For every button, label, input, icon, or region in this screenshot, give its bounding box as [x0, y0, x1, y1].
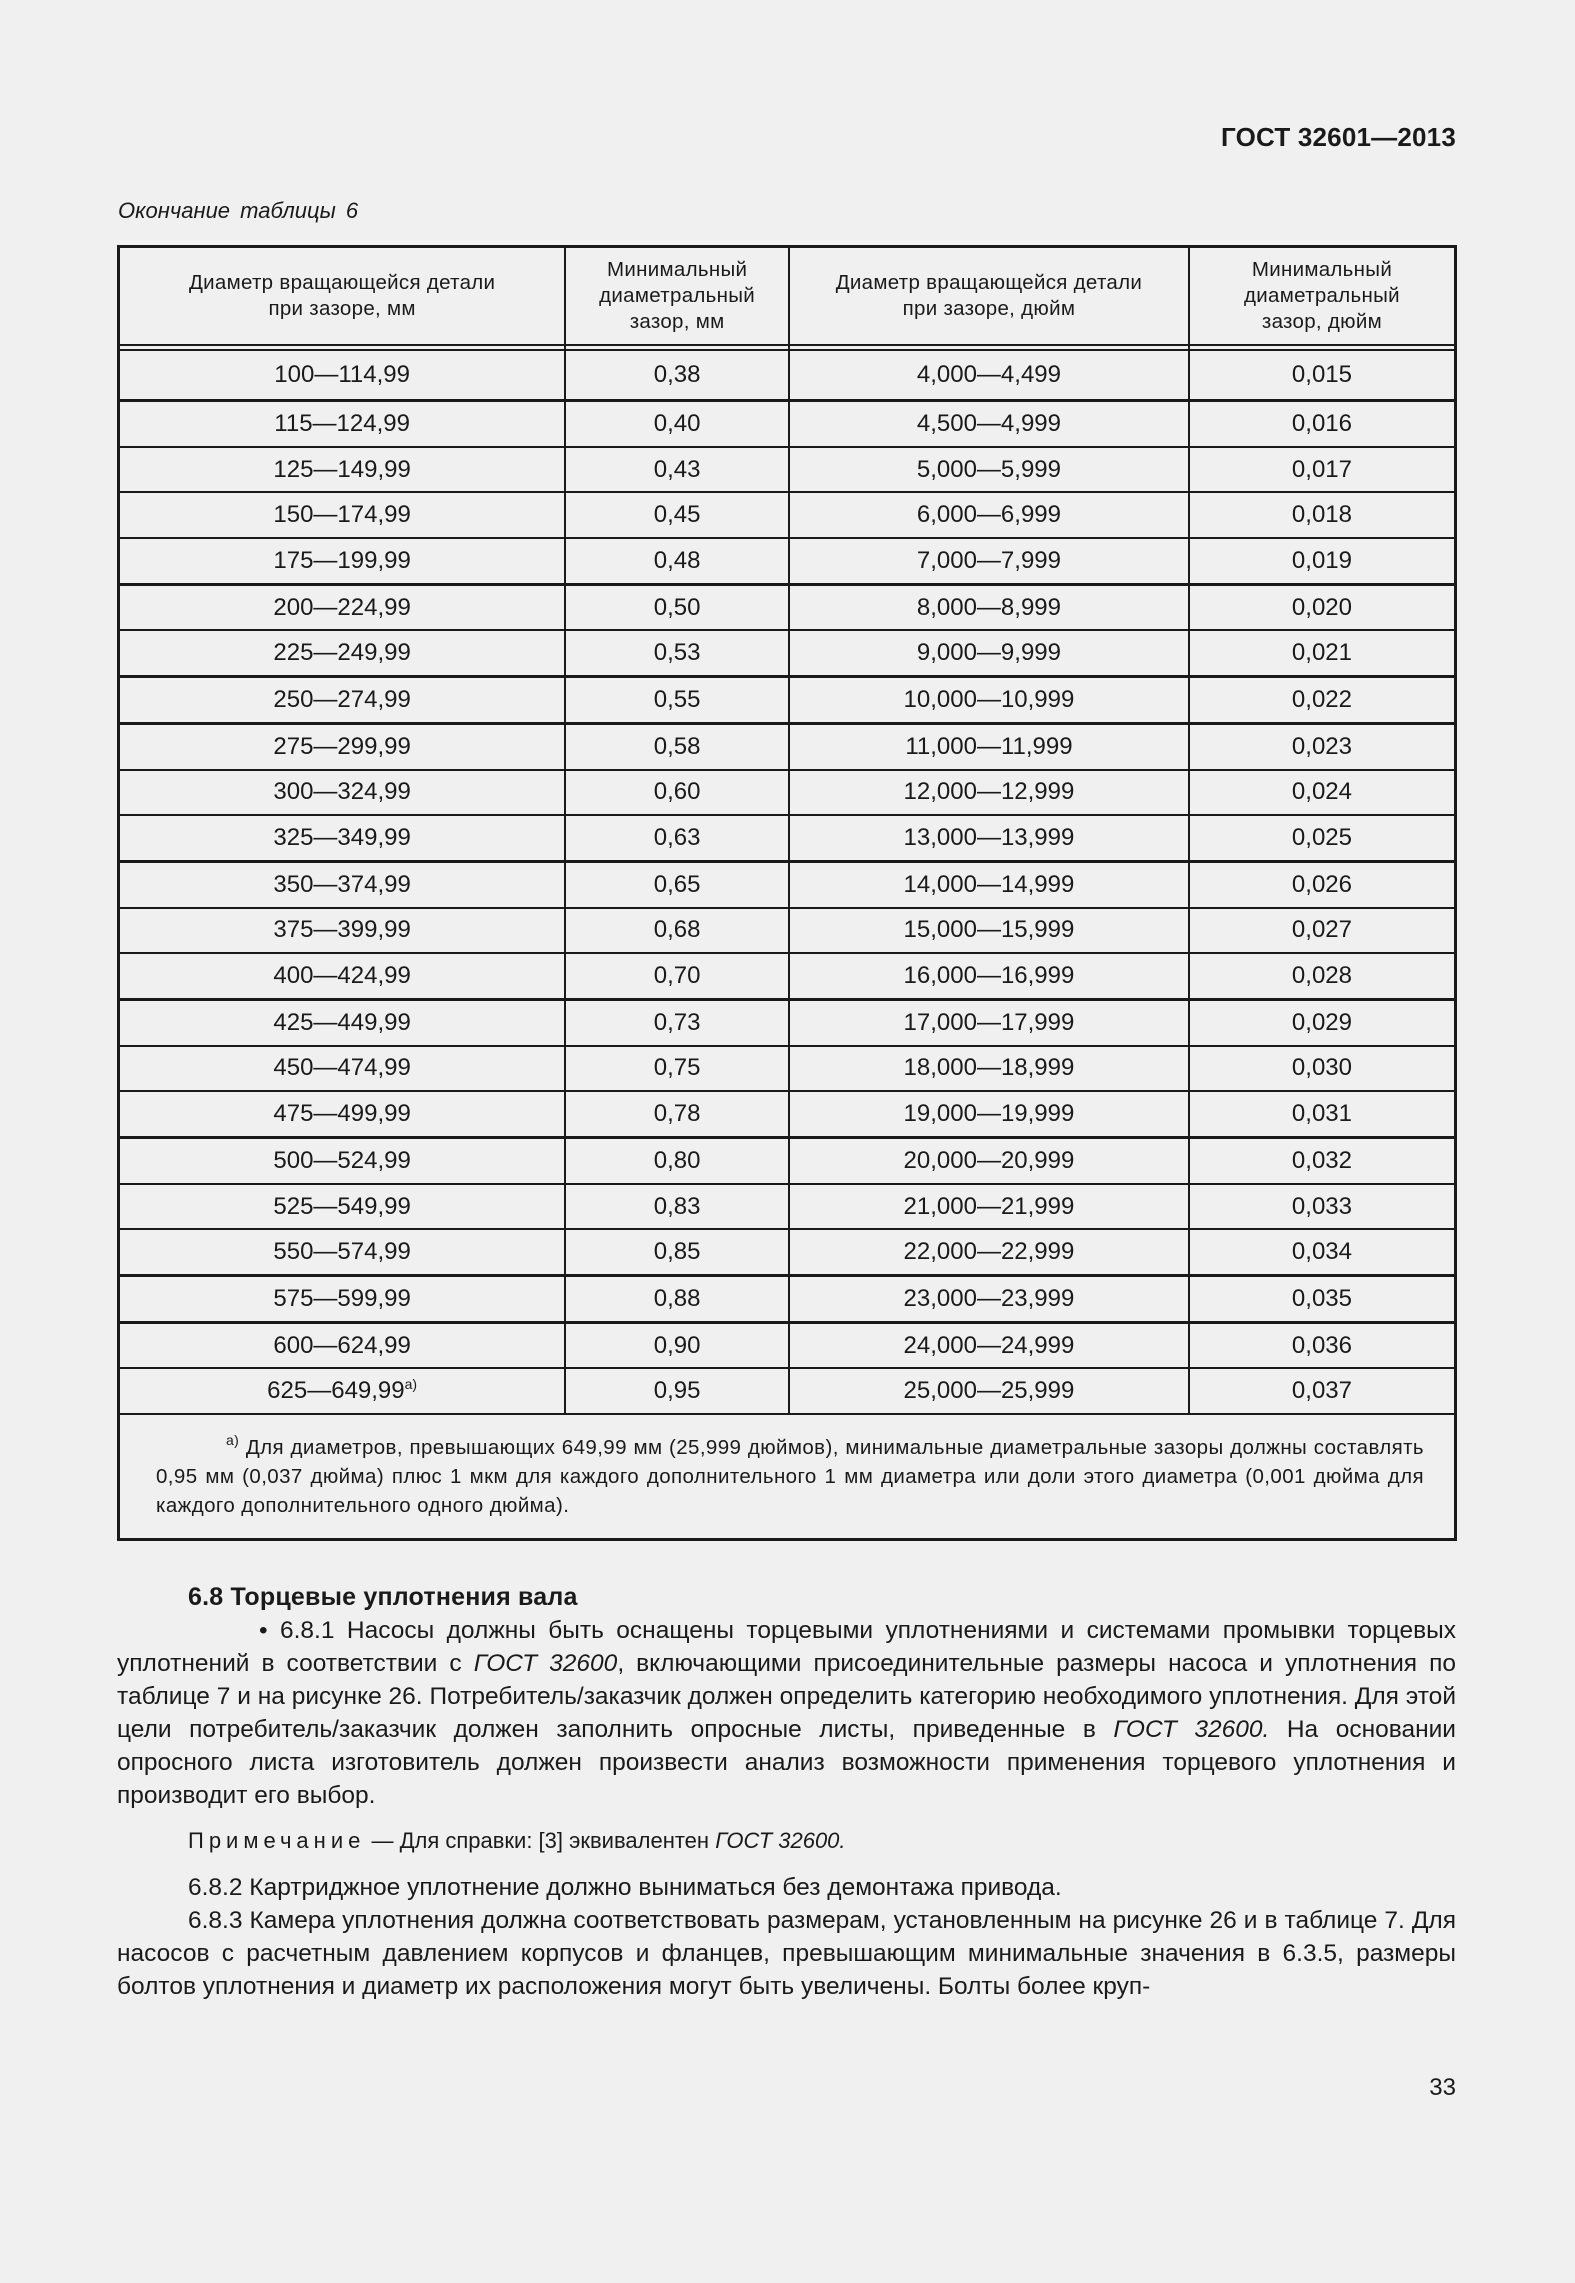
cell-value: 13,000—13,999 [903, 824, 1075, 852]
cell-clearance-mm [565, 1046, 789, 1092]
cell-clearance-mm [565, 770, 789, 816]
cell-diameter-inch [789, 677, 1189, 724]
header-line: при зазоре, мм [268, 297, 416, 320]
cell-value: 425—449,99 [273, 1008, 411, 1036]
cell-value: 0,95 [653, 1377, 701, 1405]
cell-diameter-inch [789, 1046, 1189, 1092]
cell-diameter-inch [789, 999, 1189, 1045]
cell-value: 4,000—4,499 [916, 361, 1061, 388]
cell-value: 0,38 [653, 361, 701, 388]
page-number: 33 [1429, 2074, 1456, 2101]
cell-value: 19,000—19,999 [903, 1100, 1075, 1128]
cell-clearance-inch [1189, 401, 1456, 447]
cell-clearance-mm [565, 401, 789, 447]
cell-value: 0,015 [1291, 361, 1352, 388]
column-header-diameter-mm [119, 247, 566, 346]
cell-value: 0,017 [1291, 455, 1352, 483]
cell-value: 275—299,99 [273, 732, 411, 760]
cell-diameter-inch [789, 1184, 1189, 1230]
cell-clearance-mm [565, 538, 789, 584]
standard-reference: ГОСТ 32600 [473, 1650, 618, 1677]
note-text: Для справки: [3] эквивалентен [399, 1828, 716, 1853]
section-heading: 6.8 Торцевые уплотнения вала [188, 1583, 578, 1611]
footnote-text [156, 1433, 1424, 1520]
cell-value: 300—324,99 [273, 778, 411, 806]
cell-clearance-inch [1189, 630, 1456, 676]
cell-clearance-mm [565, 677, 789, 724]
text-run: 6.8.1 Насосы должны быть оснащены торцевыми уплотнениями и системами промывки торцевых уплотнений в соответствии с [117, 1617, 1456, 1677]
cell-value: 525—549,99 [273, 1192, 411, 1220]
cell-clearance-inch [1189, 1322, 1456, 1368]
cell-clearance-mm [565, 1322, 789, 1368]
table-row [119, 677, 1456, 724]
cell-value: 0,50 [653, 593, 701, 621]
table-row [119, 584, 1456, 630]
cell-clearance-mm [565, 447, 789, 493]
cell-value: 0,40 [653, 409, 701, 437]
cell-value: 0,019 [1291, 546, 1352, 574]
cell-clearance-mm [565, 584, 789, 630]
cell-value: 0,90 [653, 1331, 701, 1359]
cell-value: 16,000—16,999 [903, 962, 1075, 990]
cell-clearance-inch [1189, 538, 1456, 584]
header-line: Минимальный [606, 258, 748, 281]
cell-diameter-inch [789, 1138, 1189, 1184]
cell-value: 550—574,99 [273, 1238, 411, 1266]
cell-diameter-inch [789, 770, 1189, 816]
cell-value: 5,000—5,999 [916, 455, 1061, 483]
cell-value: 12,000—12,999 [903, 778, 1075, 806]
table-row [119, 447, 1456, 493]
cell-clearance-inch [1189, 1276, 1456, 1323]
cell-clearance-inch [1189, 1046, 1456, 1092]
cell-clearance-inch [1189, 447, 1456, 493]
table-row [119, 815, 1456, 861]
cell-value: 115—124,99 [274, 409, 410, 437]
cell-diameter-inch [789, 953, 1189, 999]
cell-value: 0,80 [653, 1146, 701, 1174]
cell-value: 0,024 [1291, 778, 1352, 806]
cell-value: 0,88 [653, 1284, 701, 1312]
cell-diameter-inch [789, 861, 1189, 907]
cell-value: 0,035 [1291, 1284, 1352, 1312]
column-header-clearance-inch [1189, 247, 1456, 346]
footnote-body: Для диаметров, превышающих 649,99 мм (25,999 дюймов), минимальные диаметральные зазоры должны составлять 0,95 мм (0,037 дюйма) плюс 1 мкм для каждого дополнительного 1 мм диаметра или доли этого диаметра (0,001 дюйма для каждого дополнительного одного дюйма). [156, 1436, 1424, 1518]
table-row [119, 1229, 1456, 1275]
cell-clearance-mm [565, 1368, 789, 1414]
cell-value: 325—349,99 [273, 824, 411, 852]
cell-clearance-inch [1189, 677, 1456, 724]
cell-diameter-mm [119, 1091, 566, 1137]
cell-clearance-inch [1189, 1138, 1456, 1184]
table-row [119, 1138, 1456, 1184]
cell-value: 575—599,99 [273, 1284, 411, 1312]
cell-value: 15,000—15,999 [903, 916, 1075, 944]
cell-value: 350—374,99 [273, 870, 411, 898]
cell-value: 17,000—17,999 [903, 1008, 1075, 1036]
table-row [119, 1184, 1456, 1230]
cell-value: 0,43 [653, 455, 701, 483]
cell-value: 20,000—20,999 [903, 1146, 1075, 1174]
cell-clearance-inch [1189, 815, 1456, 861]
header-line: диаметральный [1244, 284, 1400, 307]
cell-clearance-inch [1189, 723, 1456, 769]
table-header-row [119, 247, 1456, 346]
table-row [119, 1322, 1456, 1368]
cell-value: 0,018 [1291, 501, 1352, 529]
cell-value: 0,029 [1291, 1008, 1352, 1036]
cell-value: 21,000—21,999 [903, 1192, 1075, 1220]
cell-value: 0,45 [653, 501, 701, 529]
cell-value: 0,48 [653, 546, 701, 574]
cell-clearance-inch [1189, 861, 1456, 907]
cell-clearance-inch [1189, 584, 1456, 630]
cell-value: 0,65 [653, 870, 701, 898]
cell-clearance-mm [565, 630, 789, 676]
text-run: На основании опросного листа изготовитель должен произвести анализ возможности применения торцевого уплотнения и производит его выбор. [117, 1716, 1456, 1809]
footnote-mark: a) [404, 1376, 418, 1393]
cell-diameter-mm [119, 677, 566, 724]
cell-value: 8,000—8,999 [916, 593, 1061, 621]
cell-value: 200—224,99 [273, 593, 411, 621]
cell-diameter-mm [119, 908, 566, 954]
cell-value: 0,025 [1291, 824, 1352, 852]
cell-value: 0,031 [1291, 1100, 1352, 1128]
cell-diameter-inch [789, 630, 1189, 676]
table-row [119, 492, 1456, 538]
paragraph-6-8-3: 6.8.3 Камера уплотнения должна соответствовать размерам, установленным на рисунке 26 и в таблице 7. Для насосов с расчетным давлением корпусов и фланцев, превышающим минимальные значения в 6.3.5, размеры болтов уплотнения и диаметр их расположения могут быть увеличены. Болты более круп- [117, 1907, 1456, 2000]
table-row [119, 861, 1456, 907]
cell-value: 11,000—11,999 [905, 732, 1073, 760]
table-row [119, 953, 1456, 999]
cell-value: 175—199,99 [273, 546, 411, 574]
cell-value: 500—524,99 [273, 1146, 411, 1174]
cell-value: 0,63 [653, 824, 701, 852]
cell-value: 0,032 [1291, 1146, 1352, 1174]
bullet-icon: • [259, 1617, 268, 1644]
cell-value: 18,000—18,999 [903, 1054, 1075, 1082]
header-line: Диаметр вращающейся детали [835, 271, 1143, 294]
footnote-row [119, 1414, 1456, 1540]
paragraph-6-8-2: 6.8.2 Картриджное уплотнение должно выниматься без демонтажа привода. [188, 1874, 1062, 1901]
cell-clearance-inch [1189, 770, 1456, 816]
table-row [119, 630, 1456, 676]
cell-value: 9,000—9,999 [916, 639, 1061, 667]
cell-diameter-inch [789, 1276, 1189, 1323]
table-row [119, 908, 1456, 954]
cell-value: 6,000—6,999 [916, 501, 1061, 529]
cell-value: 100—114,99 [274, 361, 410, 388]
standard-reference: ГОСТ 32600. [1113, 1716, 1270, 1743]
cell-value: 625—649,99 [267, 1377, 405, 1405]
cell-diameter-mm [119, 630, 566, 676]
cell-clearance-inch [1189, 1229, 1456, 1275]
cell-diameter-mm [119, 1046, 566, 1092]
table-row [119, 1046, 1456, 1092]
section-6-8 [117, 1581, 1456, 2003]
cell-diameter-inch [789, 723, 1189, 769]
cell-value: 14,000—14,999 [903, 870, 1075, 898]
note-label: Примечание [188, 1828, 366, 1853]
cell-value: 0,60 [653, 778, 701, 806]
table-row [119, 1276, 1456, 1323]
cell-value: 0,78 [653, 1100, 701, 1128]
cell-diameter-mm [119, 447, 566, 493]
table-row [119, 538, 1456, 584]
table-body [119, 350, 1456, 1414]
cell-diameter-inch [789, 584, 1189, 630]
table-row [119, 401, 1456, 447]
cell-value: 24,000—24,999 [903, 1331, 1075, 1359]
cell-diameter-mm [119, 999, 566, 1045]
cell-diameter-mm [119, 1276, 566, 1323]
cell-value: 0,83 [653, 1192, 701, 1220]
cell-value: 0,58 [653, 732, 701, 760]
header-line: зазор, мм [629, 310, 725, 333]
cell-value: 23,000—23,999 [903, 1284, 1075, 1312]
cell-value: 0,030 [1291, 1054, 1352, 1082]
cell-clearance-inch [1189, 350, 1456, 401]
cell-value: 0,033 [1291, 1192, 1352, 1220]
cell-diameter-mm [119, 1322, 566, 1368]
cell-value: 0,022 [1291, 685, 1352, 713]
column-header-clearance-mm [565, 247, 789, 346]
cell-diameter-inch [789, 1322, 1189, 1368]
header-line: диаметральный [599, 284, 756, 307]
cell-value: 375—399,99 [273, 916, 411, 944]
cell-value: 0,55 [653, 685, 701, 713]
cell-diameter-inch [789, 492, 1189, 538]
cell-clearance-mm [565, 1138, 789, 1184]
cell-clearance-inch [1189, 999, 1456, 1045]
cell-diameter-mm [119, 350, 566, 401]
cell-value: 0,75 [653, 1054, 701, 1082]
cell-value: 0,026 [1291, 870, 1352, 898]
cell-diameter-mm [119, 492, 566, 538]
cell-clearance-inch [1189, 908, 1456, 954]
cell-clearance-mm [565, 953, 789, 999]
cell-value: 0,027 [1291, 916, 1352, 944]
cell-diameter-inch [789, 401, 1189, 447]
cell-diameter-inch [789, 908, 1189, 954]
header-line: при зазоре, дюйм [902, 297, 1076, 320]
cell-diameter-mm [119, 401, 566, 447]
table-row [119, 1368, 1456, 1414]
cell-value: 0,70 [653, 962, 701, 990]
cell-diameter-mm [119, 1368, 566, 1414]
cell-value: 225—249,99 [273, 639, 411, 667]
cell-diameter-mm [119, 723, 566, 769]
cell-clearance-mm [565, 908, 789, 954]
table-row [119, 770, 1456, 816]
cell-value: 400—424,99 [273, 962, 411, 990]
cell-clearance-inch [1189, 1368, 1456, 1414]
cell-diameter-inch [789, 1368, 1189, 1414]
cell-value: 0,020 [1291, 593, 1352, 621]
cell-value: 0,73 [653, 1008, 701, 1036]
cell-diameter-inch [789, 815, 1189, 861]
cell-clearance-inch [1189, 1184, 1456, 1230]
cell-clearance-mm [565, 999, 789, 1045]
cell-value: 10,000—10,999 [903, 685, 1075, 713]
cell-value: 25,000—25,999 [903, 1377, 1075, 1405]
cell-value: 0,68 [653, 916, 701, 944]
cell-value: 0,034 [1291, 1238, 1352, 1266]
header-line: Диаметр вращающейся детали [188, 271, 496, 294]
cell-clearance-mm [565, 1229, 789, 1275]
table-footnote [119, 1414, 1456, 1540]
cell-value: 250—274,99 [273, 685, 411, 713]
cell-clearance-mm [565, 815, 789, 861]
cell-diameter-inch [789, 1091, 1189, 1137]
cell-value: 450—474,99 [273, 1054, 411, 1082]
cell-value: 0,53 [653, 639, 701, 667]
cell-diameter-mm [119, 1229, 566, 1275]
cell-diameter-inch [789, 350, 1189, 401]
cell-value: 22,000—22,999 [903, 1238, 1075, 1266]
cell-clearance-inch [1189, 953, 1456, 999]
cell-clearance-mm [565, 1184, 789, 1230]
cell-clearance-mm [565, 723, 789, 769]
note-dash: — [365, 1828, 400, 1853]
cell-value: 125—149,99 [273, 455, 411, 483]
cell-value: 0,85 [653, 1238, 701, 1266]
cell-diameter-mm [119, 953, 566, 999]
cell-value: 0,023 [1291, 732, 1352, 760]
cell-value: 0,016 [1291, 409, 1352, 437]
table-caption: Окончание таблицы 6 [118, 198, 359, 223]
cell-clearance-inch [1189, 1091, 1456, 1137]
cell-clearance-mm [565, 861, 789, 907]
table-row [119, 999, 1456, 1045]
cell-diameter-inch [789, 1229, 1189, 1275]
cell-clearance-inch [1189, 492, 1456, 538]
cell-value: 0,028 [1291, 962, 1352, 990]
note [117, 1824, 1456, 1857]
cell-value: 0,036 [1291, 1331, 1352, 1359]
footnote-mark: a) [226, 1432, 240, 1449]
clearance-table [117, 245, 1457, 1541]
cell-clearance-mm [565, 1091, 789, 1137]
cell-diameter-mm [119, 1138, 566, 1184]
cell-diameter-mm [119, 770, 566, 816]
cell-diameter-inch [789, 447, 1189, 493]
cell-value: 150—174,99 [273, 501, 411, 529]
cell-value: 0,021 [1291, 639, 1352, 667]
paragraph-6-8-1 [117, 1614, 1456, 1812]
cell-value: 4,500—4,999 [916, 409, 1061, 437]
cell-diameter-mm [119, 815, 566, 861]
cell-diameter-inch [789, 538, 1189, 584]
cell-diameter-mm [119, 538, 566, 584]
document-id-header: ГОСТ 32601—2013 [1221, 122, 1456, 152]
cell-diameter-mm [119, 861, 566, 907]
cell-value: 0,037 [1291, 1377, 1352, 1405]
table-row [119, 350, 1456, 401]
column-header-diameter-inch [789, 247, 1189, 346]
cell-clearance-mm [565, 1276, 789, 1323]
table-row [119, 723, 1456, 769]
standard-reference: ГОСТ 32600. [715, 1828, 846, 1853]
cell-clearance-mm [565, 492, 789, 538]
header-line: зазор, дюйм [1261, 310, 1383, 333]
text-run: , включающими присоединительные размеры насоса и уплотнения по таблице 7 и на рисунке 26. Потребитель/заказчик должен определить категорию необходимого уплотнения. Для этой цели потребитель/заказчик должен заполнить опросные листы, приведенные в [117, 1650, 1457, 1743]
cell-value: 600—624,99 [273, 1331, 411, 1359]
cell-diameter-mm [119, 1184, 566, 1230]
cell-clearance-mm [565, 350, 789, 401]
cell-diameter-mm [119, 584, 566, 630]
table-row [119, 1091, 1456, 1137]
cell-value: 7,000—7,999 [916, 546, 1061, 574]
cell-value: 475—499,99 [273, 1100, 411, 1128]
header-line: Минимальный [1251, 258, 1393, 281]
